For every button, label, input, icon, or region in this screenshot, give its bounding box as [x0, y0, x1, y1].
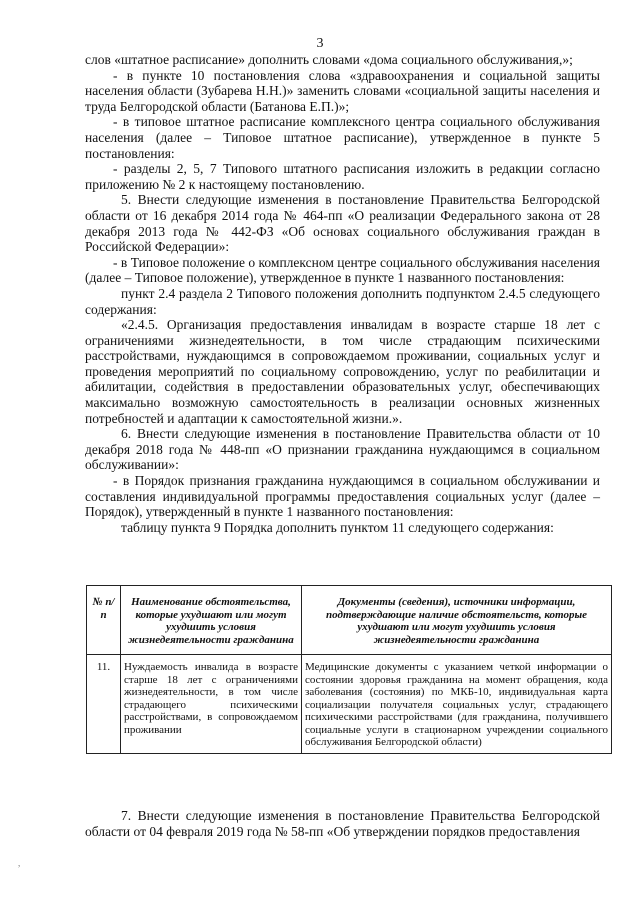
row-number: 11.	[87, 655, 121, 754]
circumstances-table	[86, 585, 612, 754]
paragraph: - в типовое штатное расписание комплексного центра социального обслуживания населения (далее – Типовое штатное расписание), утвержденное в пункте 5 постановления:	[85, 114, 600, 161]
paragraph: - разделы 2, 5, 7 Типового штатного расписания изложить в редакции согласно приложению № 2 к настоящему постановлению.	[85, 161, 600, 192]
margin-mark: ,	[18, 858, 21, 868]
paragraph: 7. Внести следующие изменения в постановление Правительства Белгородской области от 04 февраля 2019 года № 58-пп «Об утверждении порядков предоставления	[85, 808, 600, 839]
paragraph: - в Типовое положение о комплексном центре социального обслуживания населения (далее – Типовое положение), утвержденное в пункте 1 названного постановления:	[85, 254, 600, 286]
column-header-documents: Документы (сведения), источники информации, подтверждающие наличие обстоятельств, которые ухудшают или могут ухудшить условия жизнедеятельности гражданина	[302, 586, 612, 655]
paragraph: - в Порядок признания гражданина нуждающимся в социальном обслуживании и составления индивидуальной программы предоставления социальных услуг (далее – Порядок), утвержденный в пункте 1 названного постановления:	[85, 473, 600, 520]
table-header-row	[87, 586, 612, 655]
table-row	[87, 655, 612, 754]
paragraph: пункт 2.4 раздела 2 Типового положения дополнить подпунктом 2.4.5 следующего содержания:	[85, 285, 600, 317]
document-body-continued	[85, 808, 600, 840]
row-documents: Медицинские документы с указанием четкой информации о состоянии здоровья гражданина на момент обращения, кода заболевания (состояния) по МКБ-10, индивидуальная карта социализации получателя социальных услуг, страдающего психическими расстройствами (для гражданина, получившего социальные услуги в стационарном учреждении социального обслуживания Белгородской области)	[302, 655, 612, 754]
page-number: 3	[316, 36, 324, 51]
quoted-subpoint: «2.4.5. Организация предоставления инвалидам в возрасте старше 18 лет с ограничениями жизнедеятельности, в том числе страдающим психическими расстройствами, нуждающимся в сопровождаемом проживании, социальных услуг и проведения мероприятий по социальному сопровождению, услуг по реабилитации и абилитации, содействия в предоставлении образовательных услуг, обеспечивающих максимально возможную самостоятельность в реализации основных жизненных потребностей и адаптации к самостоятельной жизни.».	[85, 317, 600, 426]
document-body	[85, 52, 600, 535]
row-circumstance: Нуждаемость инвалида в возрасте старше 18 лет с ограничениями жизнедеятельности, в том числе страдающего психическими расстройствами, в сопровождаемом проживании	[121, 655, 302, 754]
column-header-number: № п/п	[87, 586, 121, 655]
paragraph: слов «штатное расписание» дополнить словами «дома социального обслуживания,»;	[85, 52, 573, 67]
paragraph: - в пункте 10 постановления слова «здравоохранения и социальной защиты населения области (Зубарева Н.Н.)» заменить словами «социальной защиты населения и труда Белгородской области (Батанова Е.П.)»;	[85, 67, 600, 114]
column-header-circumstance: Наименование обстоятельства, которые ухудшают или могут ухудшить условия жизнедеятельности гражданина	[121, 586, 302, 655]
paragraph: 5. Внести следующие изменения в постановление Правительства Белгородской области от 16 декабря 2014 года № 464-пп «О реализации Федерального закона от 28 декабря 2013 года № 442-ФЗ «Об основах социального обслуживания граждан в Российской Федерации»:	[85, 192, 600, 255]
paragraph: таблицу пункта 9 Порядка дополнить пунктом 11 следующего содержания:	[121, 519, 554, 535]
paragraph: 6. Внести следующие изменения в постановление Правительства области от 10 декабря 2018 года № 448-пп «О признании гражданина нуждающимся в социальном обслуживании»:	[85, 426, 600, 473]
